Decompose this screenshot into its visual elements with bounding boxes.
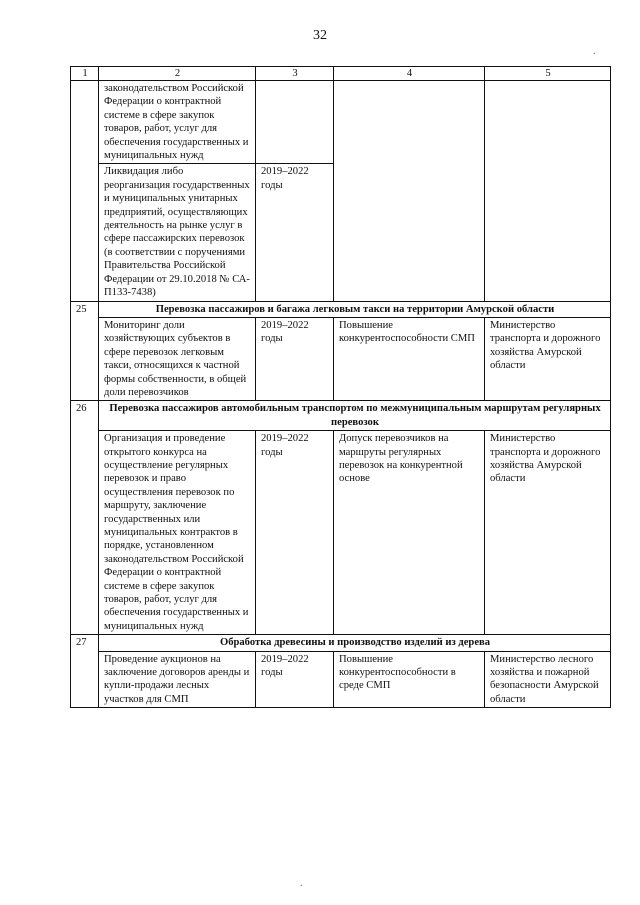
section-title: Перевозка пассажиров автомобильным транспортом по межмуниципальным маршрутам регулярных перевозок	[99, 401, 611, 431]
table-row	[71, 317, 611, 400]
section-header-row	[71, 401, 611, 431]
row-number-empty	[71, 81, 99, 302]
section-number: 25	[71, 301, 99, 401]
action-cell: Проведение аукционов на заключение договоров аренды и купли-продажи лесных участков для СМП	[99, 651, 256, 708]
period-cell: 2019–2022 годы	[256, 651, 334, 708]
period-cell: 2019–2022 годы	[256, 431, 334, 635]
measures-table	[70, 66, 611, 708]
section-title: Обработка древесины и производство изделий из дерева	[99, 635, 611, 651]
period-cell: 2019–2022 годы	[256, 317, 334, 400]
section-number: 26	[71, 401, 99, 635]
responsible-cell: Министерство лесного хозяйства и пожарной безопасности Амурской области	[485, 651, 611, 708]
page-number: 32	[313, 28, 327, 43]
responsible-cell: Министерство транспорта и дорожного хозяйства Амурской области	[485, 317, 611, 400]
section-header-row	[71, 635, 611, 651]
responsible-cell	[485, 81, 611, 302]
result-cell: Допуск перевозчиков на маршруты регулярных перевозок на конкурентной основе	[334, 431, 485, 635]
action-cell: Мониторинг доли хозяйствующих субъектов в сфере перевозок легковым такси, относящихся к частной формы собственности, в общей доли перевозчиков	[99, 317, 256, 400]
result-cell: Повышение конкурентоспособности СМП	[334, 317, 485, 400]
scan-dot: .	[300, 878, 303, 889]
header-col-2: 2	[99, 67, 256, 81]
result-cell	[334, 81, 485, 302]
table-row	[71, 651, 611, 708]
action-cell: Организация и проведение открытого конкурса на осуществление регулярных перевозок и право осуществления перевозок по маршруту, заключение государственных или муниципальных контрактов в порядке, установленном законодательством Российской Федерации о контрактной системе в сфере закупок товаров, работ, услуг для обеспечения государственных и муниципальных нужд	[99, 431, 256, 635]
section-header-row	[71, 301, 611, 317]
period-cell: 2019–2022 годы	[256, 164, 334, 301]
header-col-3: 3	[256, 67, 334, 81]
action-cell: законодательством Российской Федерации о контрактной системе в сфере закупок товаров, работ, услуг для обеспечения государственных и муниципальных нужд	[99, 81, 256, 164]
header-row	[71, 67, 611, 81]
section-number: 27	[71, 635, 99, 708]
responsible-cell: Министерство транспорта и дорожного хозяйства Амурской области	[485, 431, 611, 635]
section-title: Перевозка пассажиров и багажа легковым такси на территории Амурской области	[99, 301, 611, 317]
action-cell: Ликвидация либо реорганизация государственных и муниципальных унитарных предприятий, осуществляющих деятельность на рынке услуг в сфере пассажирских перевозок (в соответствии с поручениями Правительства Российской Федерации от 29.10.2018 № СА-П133-7438)	[99, 164, 256, 301]
scan-dot: .	[593, 46, 596, 57]
period-cell	[256, 81, 334, 164]
table-row	[71, 431, 611, 635]
header-col-1: 1	[71, 67, 99, 81]
table-row	[71, 81, 611, 164]
result-cell: Повышение конкурентоспособности в среде СМП	[334, 651, 485, 708]
header-col-4: 4	[334, 67, 485, 81]
header-col-5: 5	[485, 67, 611, 81]
